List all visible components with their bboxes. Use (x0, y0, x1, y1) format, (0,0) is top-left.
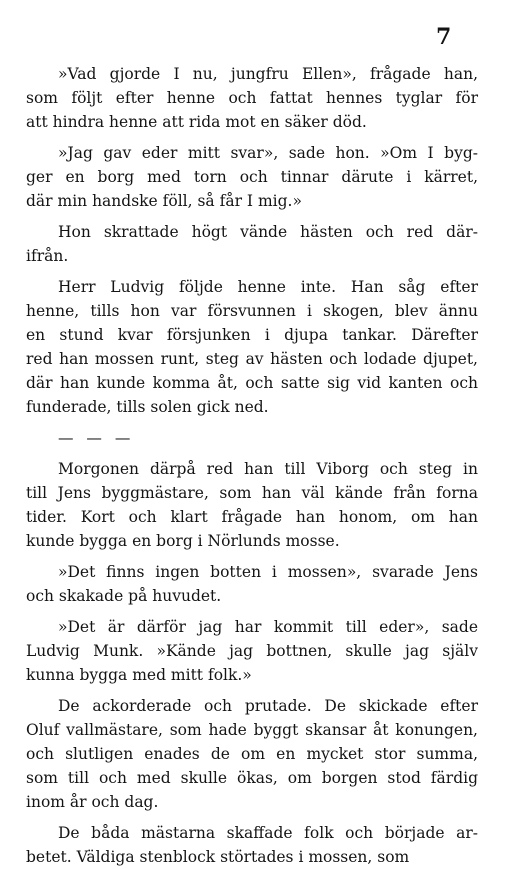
text-line: »Det är därför jag har kommit till eder», sade (58, 618, 478, 636)
text-line: att hindra henne att rida mot en säker död. (26, 113, 367, 131)
text-line: kunna bygga med mitt folk.» (26, 666, 252, 684)
text-line: som följt efter henne och fattat hennes tyglar för (26, 89, 478, 107)
body-text (26, 62, 478, 869)
text-line: kunde bygga en borg i Nörlunds mosse. (26, 532, 340, 550)
paragraph-gap (26, 687, 478, 694)
text-line: »Vad gjorde I nu, jungfru Ellen», frågade han, (58, 65, 478, 83)
paragraph-gap (26, 553, 478, 560)
text-line: Oluf vallmästare, som hade byggt skansar åt konungen, (26, 721, 478, 739)
paragraph (26, 694, 478, 814)
text-line: »Det finns ingen botten i mossen», svarade Jens (58, 563, 478, 581)
paragraph (26, 275, 478, 419)
page-number: 7 (436, 24, 452, 50)
paragraph (26, 62, 478, 134)
paragraph-gap (26, 213, 478, 220)
paragraph-gap (26, 608, 478, 615)
text-line: till Jens byggmästare, som han väl kände från forna (26, 484, 478, 502)
paragraph (26, 457, 478, 553)
paragraph (26, 560, 478, 608)
text-line: »Jag gav eder mitt svar», sade hon. »Om I byg- (58, 144, 478, 162)
paragraph-gap (26, 134, 478, 141)
text-line: som till och med skulle ökas, om borgen stod färdig (26, 769, 478, 787)
section-separator: — — — (58, 429, 135, 447)
paragraph-gap (26, 814, 478, 821)
paragraph-gap (26, 419, 478, 426)
text-line: inom år och dag. (26, 793, 159, 811)
text-line: Herr Ludvig följde henne inte. Han såg efter (58, 278, 478, 296)
text-line: ifrån. (26, 247, 69, 265)
paragraph (26, 821, 478, 869)
paragraph (26, 615, 478, 687)
text-line: och slutligen enades de om en mycket stor summa, (26, 745, 478, 763)
text-line: tider. Kort och klart frågade han honom, om han (26, 508, 478, 526)
text-line: funderade, tills solen gick ned. (26, 398, 269, 416)
paragraph-gap (26, 450, 478, 457)
text-line: och skakade på huvudet. (26, 587, 222, 605)
text-line: Ludvig Munk. »Kände jag bottnen, skulle jag själv (26, 642, 478, 660)
text-line: Morgonen därpå red han till Viborg och steg in (58, 460, 478, 478)
text-line: ger en borg med torn och tinnar därute i kärret, (26, 168, 478, 186)
text-line: red han mossen runt, steg av hästen och lodade djupet, (26, 350, 478, 368)
text-line: en stund kvar försjunken i djupa tankar. Därefter (26, 326, 478, 344)
text-line: Hon skrattade högt vände hästen och red där- (58, 223, 478, 241)
text-line: henne, tills hon var försvunnen i skogen, blev ännu (26, 302, 478, 320)
paragraph (26, 141, 478, 213)
text-line: De båda mästarna skaffade folk och började ar- (58, 824, 478, 842)
paragraph (26, 220, 478, 268)
paragraph-gap (26, 268, 478, 275)
text-line: De ackorderade och prutade. De skickade efter (58, 697, 478, 715)
text-line: där min handske föll, så får I mig.» (26, 192, 302, 210)
text-line: betet. Väldiga stenblock störtades i mossen, som (26, 848, 410, 866)
text-line: där han kunde komma åt, och satte sig vid kanten och (26, 374, 478, 392)
